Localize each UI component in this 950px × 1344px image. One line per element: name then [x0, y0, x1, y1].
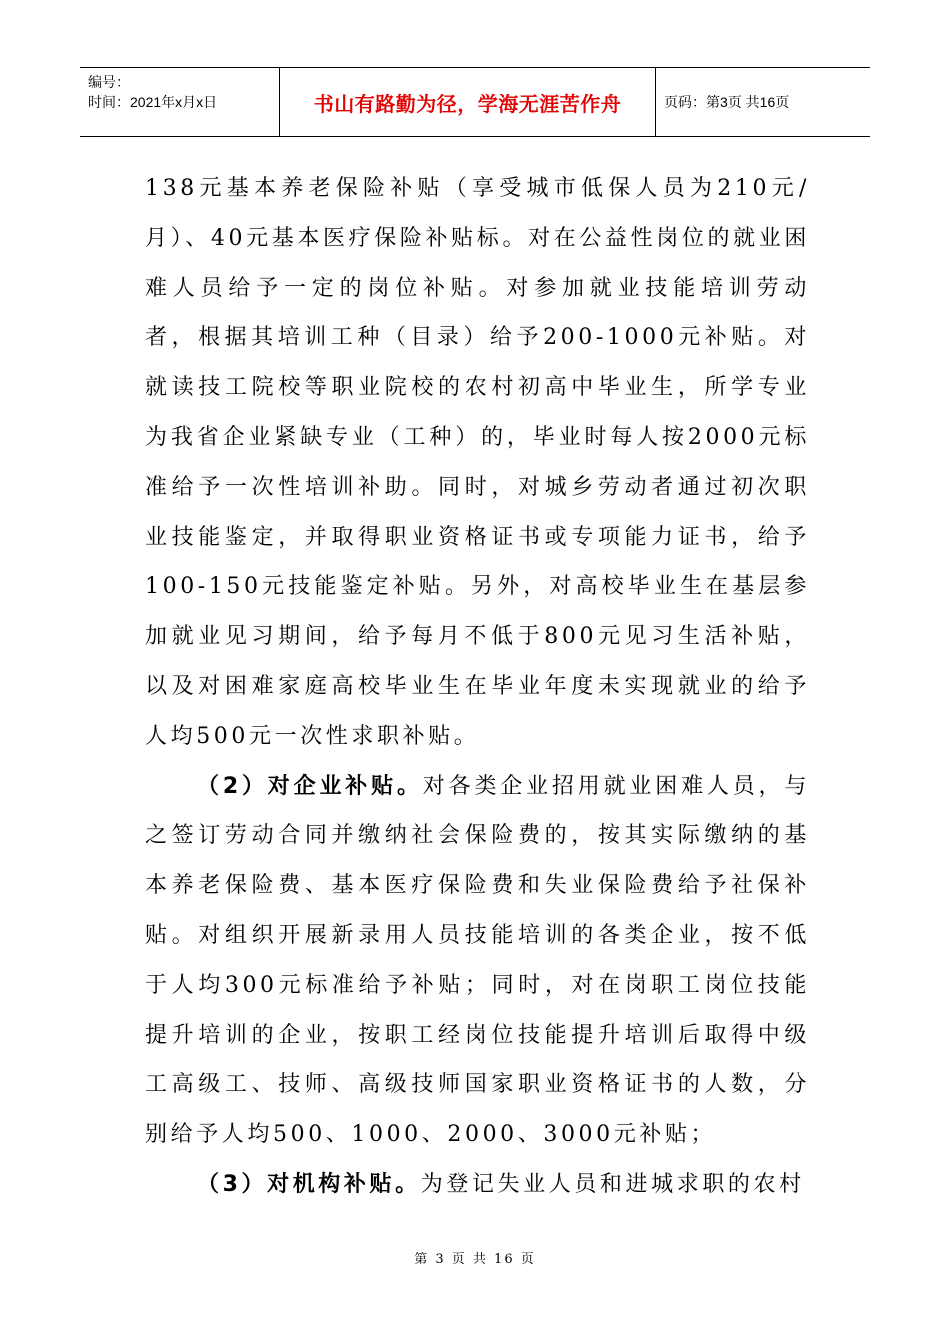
- page-footer: 第 3 页 共 16 页: [414, 1252, 536, 1267]
- page-header: [80, 67, 870, 137]
- document-time-label: 时间：2021年x月x日: [88, 94, 218, 110]
- header-motto: 书山有路勤为径，学海无涯苦作舟: [280, 68, 656, 136]
- paragraph-2: [145, 762, 810, 1160]
- paragraph-3-text: 为登记失业人员和进城求职的农村: [420, 1171, 805, 1197]
- paragraph-1: 138元基本养老保险补贴（享受城市低保人员为210元/月）、40元基本医疗保险补贴标。对在公益性岗位的就业困难人员给予一定的岗位补贴。对参加就业技能培训劳动者，根据其培训工种（目录）给予200-1000元补贴。对就读技工院校等职业院校的农村初高中毕业生，所学专业为我省企业紧缺专业（工种）的，毕业时每人按2000元标准给予一次性培训补助。同时，对城乡劳动者通过初次职业技能鉴定，并取得职业资格证书或专项能力证书，给予100-150元技能鉴定补贴。另外，对高校毕业生在基层参加就业见习期间，给予每月不低于800元见习生活补贴，以及对困难家庭高校毕业生在毕业年度未实现就业的给予人均500元一次性求职补贴。: [145, 176, 810, 749]
- paragraph-2-heading: （2）对企业补贴。: [197, 773, 423, 799]
- header-page-info: 页码：第3页 共16页: [664, 94, 790, 110]
- paragraph-2-text: 对各类企业招用就业困难人员，与之签订劳动合同并缴纳社会保险费的，按其实际缴纳的基本养老保险费、基本医疗保险费和失业保险费给予社保补贴。对组织开展新录用人员技能培训的各类企业，按不低于人均300元标准给予补贴；同时，对在岗职工岗位技能提升培训的企业，按职工经岗位技能提升培训后取得中级工高级工、技师、高级技师国家职业资格证书的人数，分别给予人均500、1000、2000、3000元补贴；: [145, 773, 810, 1148]
- paragraph-3-heading: （3）对机构补贴。: [197, 1171, 421, 1197]
- header-meta: [80, 68, 280, 136]
- document-number-label: 编号：: [88, 74, 130, 90]
- paragraph-3: [145, 1160, 810, 1210]
- document-body: [145, 164, 810, 1210]
